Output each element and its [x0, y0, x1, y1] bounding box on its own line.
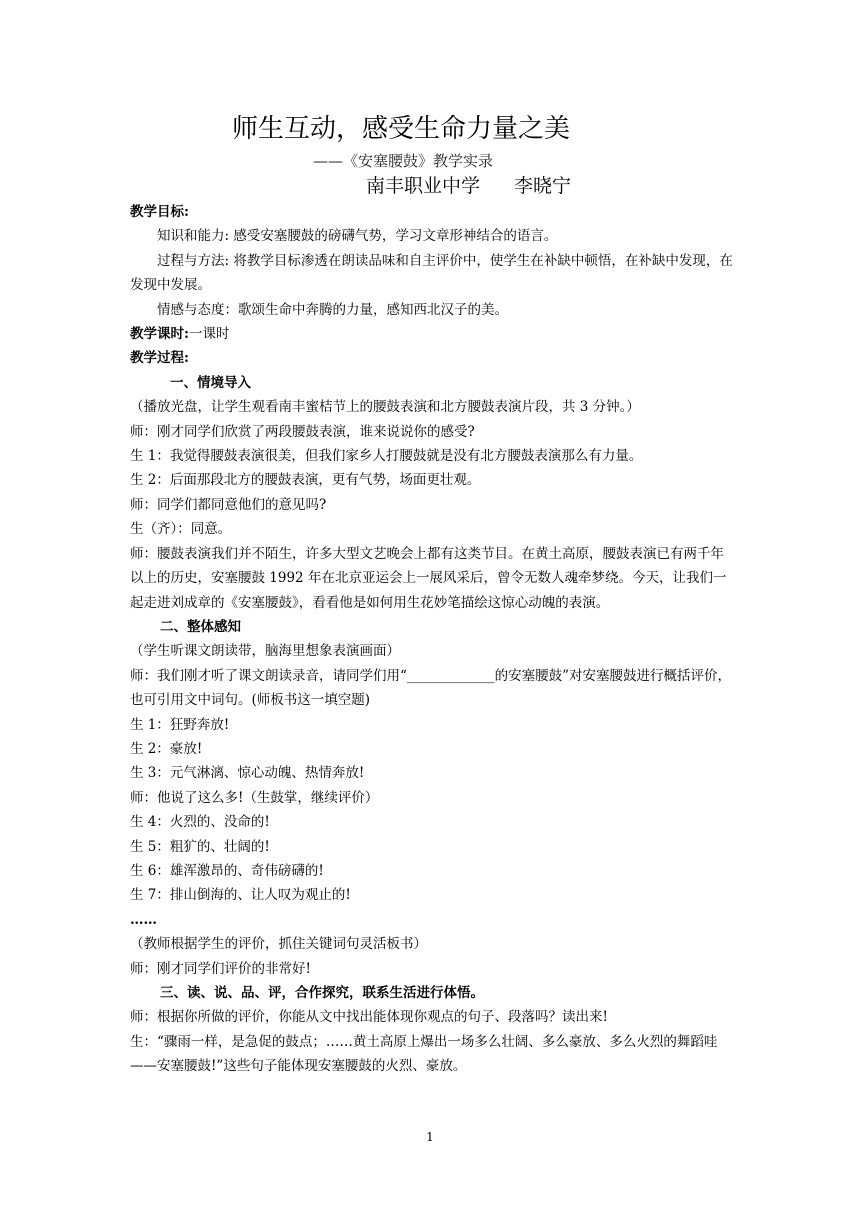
dialogue-line: 生 4：火烈的、没命的! [130, 814, 270, 831]
author-line [366, 172, 571, 200]
dialogue-line: 生 5：粗犷的、壮阔的! [130, 838, 270, 855]
goal-knowledge: 知识和能力: 感受安塞腰鼓的磅礴气势，学习文章形神结合的语言。 [157, 228, 558, 245]
section1-paragraph: 师：腰鼓表演我们并不陌生，许多大型文艺晚会上都有这类节目。在黄土高原，腰鼓表演已有两千年以上的历史，安塞腰鼓 1992 年在北京亚运会上一展风采后，曾令无数人魂牵梦绕。今天，让我们一起走进刘成章的《安塞腰鼓》，看看他是如何用生花妙笔描绘这惊心动魄的表演。 [130, 545, 727, 611]
goal-process: 过程与方法: 将教学目标渗透在朗读品味和自主评价中，使学生在补缺中顿悟，在补缺中发现，在发现中发展。 [130, 252, 733, 294]
section2-paragraph: 师：我们刚才听了课文朗读录音，请同学们用“_____________的安塞腰鼓”对安塞腰鼓进行概括评价，也可引用文中词句。(师板书这一填空题) [130, 667, 732, 709]
dialogue-line: 生 2：后面那段北方的腰鼓表演，更有气势，场面更壮观。 [130, 472, 481, 489]
hours-value: 一课时 [188, 326, 230, 343]
hours-label: 教学课时: [130, 326, 189, 343]
school-name: 南丰职业中学 [366, 175, 481, 197]
hours-line [130, 322, 735, 346]
dialogue-line: 生 2：豪放! [130, 740, 203, 757]
section3-paragraph: 生：“骤雨一样，是急促的鼓点；……黄土高原上爆出一场多么壮阔、多么豪放、多么火烈的舞蹈哇——安塞腰鼓!”这些句子能体现安塞腰鼓的火烈、豪放。 [130, 1033, 718, 1075]
goal-emotion: 情感与态度：歌颂生命中奔腾的力量，感知西北汉子的美。 [157, 301, 508, 318]
dialogue-line: 师：刚才同学们评价的非常好! [130, 960, 311, 977]
dialogue-line: 师：同学们都同意他们的意见吗? [130, 496, 327, 513]
dialogue-line: 师：刚才同学们欣赏了两段腰鼓表演，谁来说说你的感受? [130, 423, 475, 440]
dialogue-line: 生 7：排山倒海的、让人叹为观止的! [130, 887, 351, 904]
dialogue-line: 生（齐）：同意。 [130, 521, 232, 538]
section2-heading: 二、整体感知 [160, 618, 241, 635]
dialogue-line: （播放光盘，让学生观看南丰蜜桔节上的腰鼓表演和北方腰鼓表演片段，共 3 分钟。） [130, 399, 640, 416]
goals-heading: 教学目标: [130, 204, 189, 220]
dialogue-line: 师：根据你所做的评价，你能从文中找出能体现你观点的句子、段落吗？读出来! [130, 1009, 608, 1026]
dialogue-line: 生 1：狂野奔放! [130, 716, 230, 733]
process-heading: 教学过程: [130, 350, 189, 367]
document-subtitle: ——《安塞腰鼓》教学实录 [313, 152, 494, 170]
dialogue-line: 生 1：我觉得腰鼓表演很美，但我们家乡人打腰鼓就是没有北方腰鼓表演那么有力量。 [130, 448, 643, 465]
document-title: 师生互动，感受生命力量之美 [232, 114, 571, 144]
dialogue-line: 生 6：雄浑激昂的、奇伟磅礴的! [130, 862, 324, 879]
author-name: 李晓宁 [514, 175, 572, 197]
section3-heading: 三、读、说、品、评，合作探究，联系生活进行体悟。 [160, 985, 484, 1001]
section2-intro: （学生听课文朗读带，脑海里想象表演画面） [130, 643, 400, 660]
document-body [130, 200, 735, 1079]
dialogue-line: 生 3：元气淋漓、惊心动魄、热情奔放! [130, 765, 365, 782]
section1-heading: 一、情境导入 [170, 374, 251, 391]
page-number: 1 [426, 1130, 434, 1144]
dialogue-line: 师：他说了这么多!（生鼓掌，继续评价） [130, 789, 379, 806]
ellipsis-line: …… [130, 911, 157, 928]
dialogue-line: （教师根据学生的评价，抓住关键词句灵活板书） [130, 936, 427, 953]
